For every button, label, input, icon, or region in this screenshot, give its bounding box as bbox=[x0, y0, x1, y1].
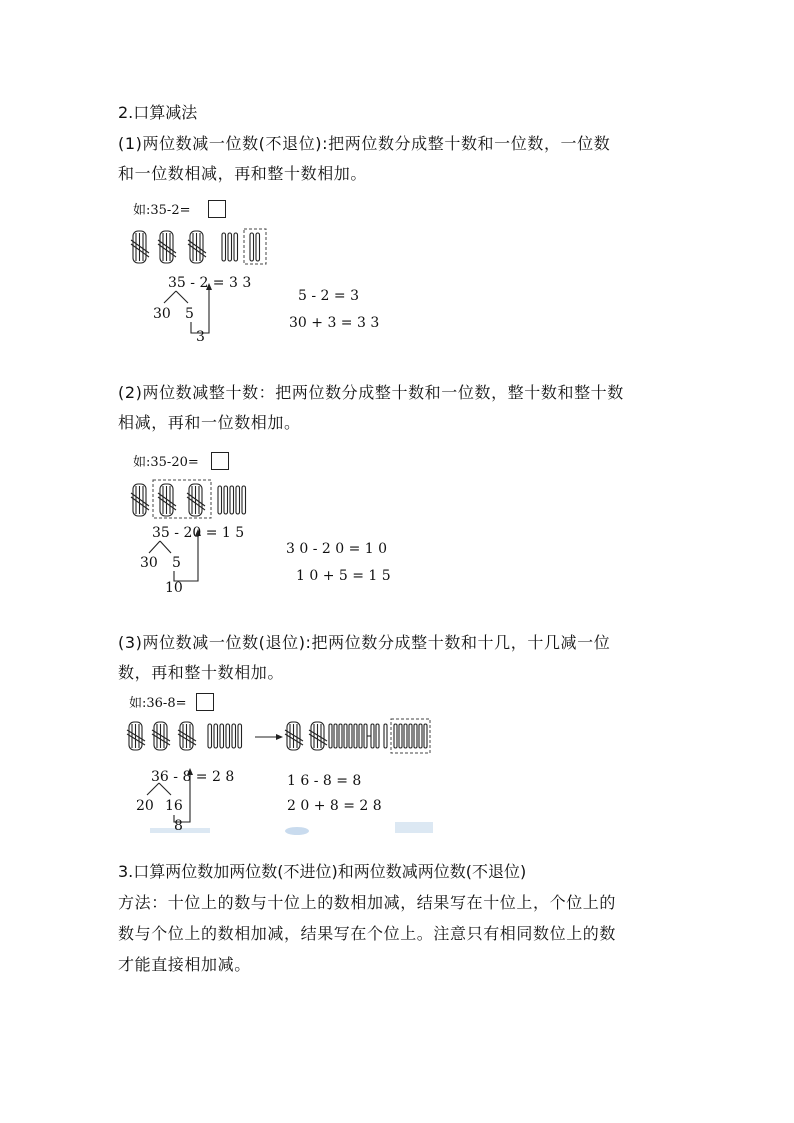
example1-equation: 35 - 2 = 3 3 bbox=[168, 275, 252, 291]
example2-split-ones: 5 bbox=[172, 555, 181, 571]
example3-single-sticks bbox=[208, 724, 242, 748]
example3-equation: 36 - 8 = 2 8 bbox=[151, 769, 235, 785]
example2-sub-result: 10 bbox=[165, 580, 183, 596]
section3-title: 3.口算两位数加两位数(不进位)和两位数减两位数(不退位) bbox=[118, 862, 527, 881]
paragraph1-line1: (1)两位数减一位数(不退位):把两位数分成整十数和一位数，一位数 bbox=[118, 134, 611, 153]
example3-bundle-3 bbox=[178, 722, 196, 750]
example3-bundle-1 bbox=[127, 722, 145, 750]
paragraph3-line1: (3)两位数减一位数(退位):把两位数分成整十数和十几，十几减一位 bbox=[118, 633, 611, 652]
section2-title: 2.口算减法 bbox=[118, 103, 198, 122]
example1-split-tens: 30 bbox=[153, 306, 171, 322]
example3-unbundled-sticks bbox=[329, 724, 387, 748]
example3-split-teens: 16 bbox=[165, 798, 183, 814]
section3-line2: 数与个位上的数相加减，结果写在个位上。注意只有相同数位上的数 bbox=[118, 924, 617, 943]
example3-prompt: 如:36-8= bbox=[129, 696, 187, 711]
example2-prompt: 如:35-20= bbox=[133, 455, 199, 470]
decorative-cloud-strip bbox=[150, 822, 433, 835]
example1-prompt: 如:35-2= bbox=[133, 203, 191, 218]
section3-line1: 方法：十位上的数与十位上的数相加减，结果写在十位上，个位上的 bbox=[118, 893, 617, 912]
example1-step1: 5 - 2 = 3 bbox=[298, 288, 359, 304]
example3-step2: 2 0 + 8 = 2 8 bbox=[287, 798, 382, 814]
example1-split-ones: 5 bbox=[185, 306, 194, 322]
example2-step2: 1 0 + 5 = 1 5 bbox=[296, 568, 391, 584]
example2-step1: 3 0 - 2 0 = 1 0 bbox=[286, 541, 388, 557]
section3-line3: 才能直接相加减。 bbox=[118, 955, 251, 974]
example3-grouped-sticks bbox=[394, 724, 427, 748]
arrow-right-icon bbox=[255, 734, 283, 740]
example3-step1: 1 6 - 8 = 8 bbox=[287, 773, 362, 789]
paragraph2-line1: (2)两位数减整十数：把两位数分成整十数和一位数，整十数和整十数 bbox=[118, 383, 624, 402]
paragraph2-line2: 相减，再和一位数相加。 bbox=[118, 413, 301, 432]
paragraph1-line2: 和一位数相减，再和整十数相加。 bbox=[118, 164, 368, 183]
example1-sub-result: 3 bbox=[196, 329, 205, 345]
example3-sub-result: 8 bbox=[174, 818, 183, 834]
example1-step2: 30 + 3 = 3 3 bbox=[289, 315, 380, 331]
example2-split-tens: 30 bbox=[140, 555, 158, 571]
example3-bundle-5 bbox=[309, 722, 327, 750]
paragraph3-line2: 数，再和整十数相加。 bbox=[118, 663, 285, 682]
example3-split-tens: 20 bbox=[136, 798, 154, 814]
example3-bundle-4 bbox=[285, 722, 303, 750]
example3-bundle-2 bbox=[152, 722, 170, 750]
example2-equation: 35 - 20 = 1 5 bbox=[152, 525, 245, 541]
